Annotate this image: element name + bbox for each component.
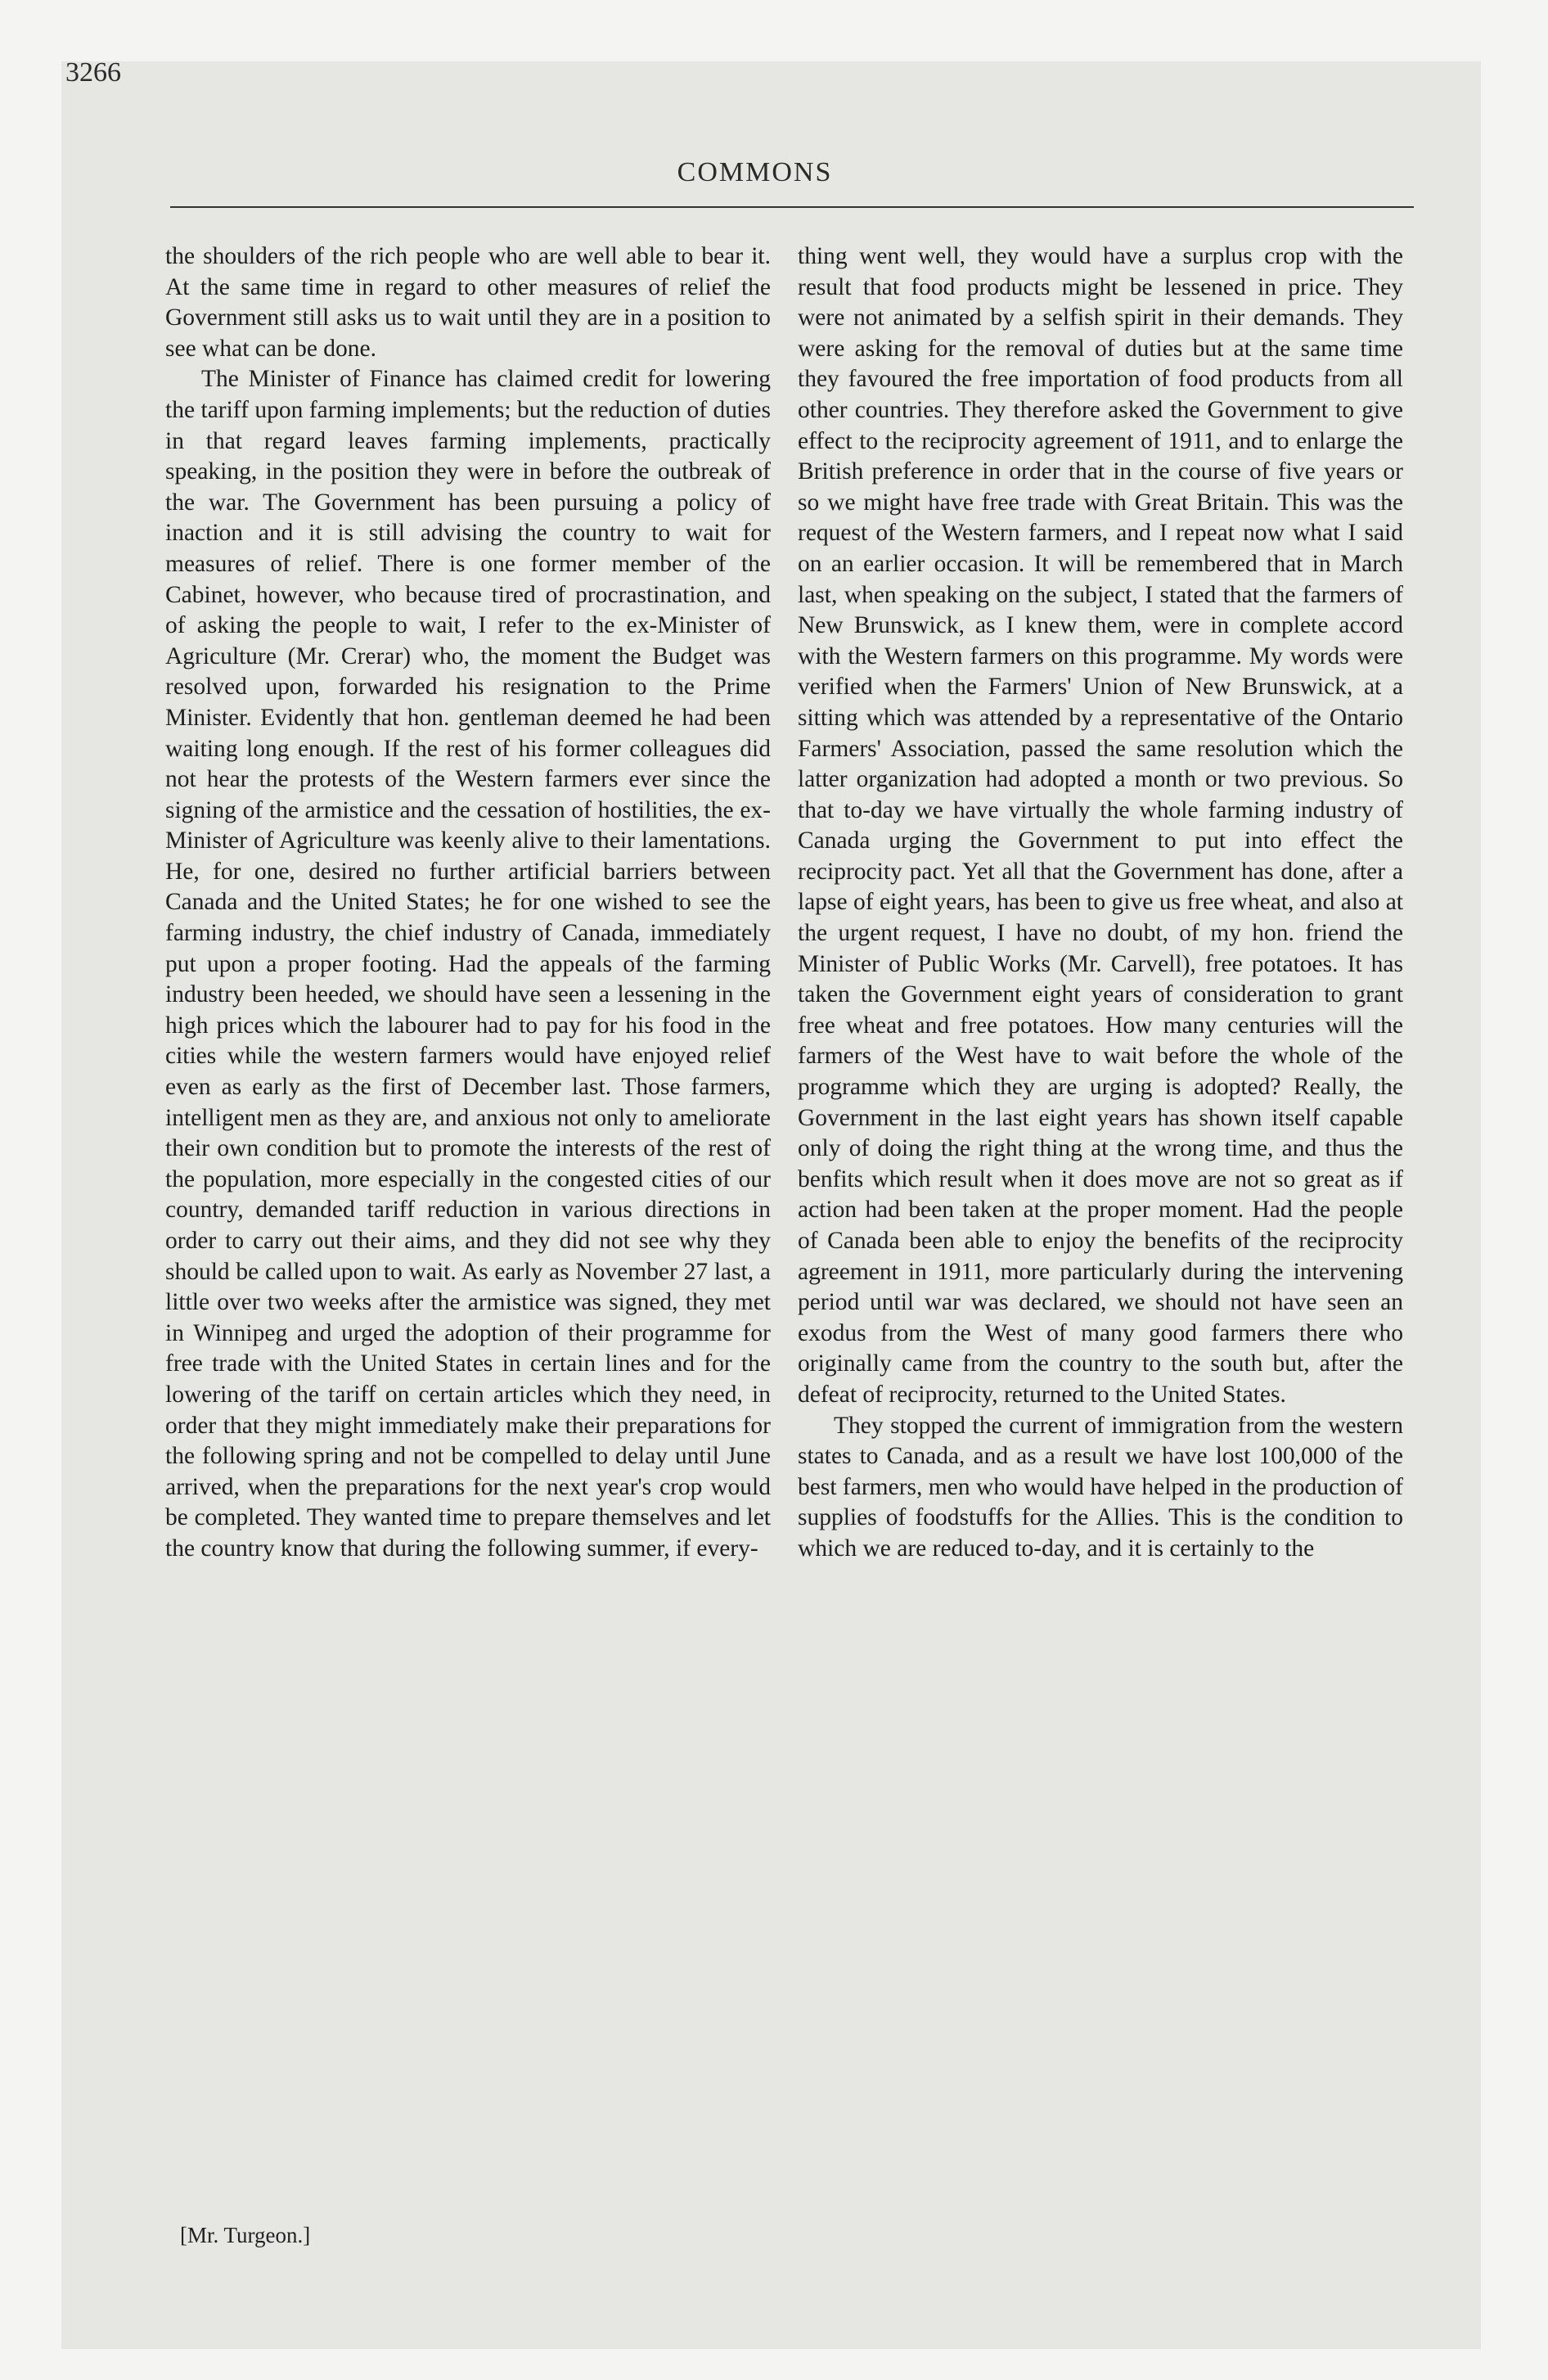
- running-head: COMMONS: [677, 157, 833, 187]
- right-column: [798, 241, 1403, 1565]
- page-number: 3266: [65, 57, 121, 88]
- left-column: [165, 241, 771, 1565]
- header: [106, 98, 1403, 187]
- paragraph: the shoulders of the rich people who are well able to bear it. At the same time in regard to other measures of relief the Government still asks us to wait until they are in a position to see what can be done.: [165, 243, 771, 362]
- header-rule: [170, 206, 1414, 208]
- paragraph: The Minister of Finance has claimed credit for lowering the tariff upon farming implements; but the reduction of duties in that regard leaves farming implements, practically speaking, in the position they were in before the outbreak of the war. The Government has been pursuing a policy of inaction and it is still advising the country to wait for measures of relief. There is one former member of the Cabinet, however, who because tired of procrastination, and of asking the people to wait, I refer to the ex-Minister of Agriculture (Mr. Crerar) who, the moment the Budget was resolved upon, forwarded his resignation to the Prime Minister. Evidently that hon. gentleman deemed he had been waiting long enough. If the rest of his former colleagues did not hear the protests of the Western farmers ever since the signing of the armistice and the cessation of hostilities, the ex-Minister of Agriculture was keenly alive to their lamentations. He, for one, desired no further artificial barriers between Canada and the United States; he for one wished to see the farming industry, the chief industry of Canada, immediately put upon a proper footing. Had the appeals of the farming industry been heeded, we should have seen a lessening in the high prices which the labourer had to pay for his food in the cities while the western farmers would have enjoyed relief even as early as the first of December last. Those farmers, intelligent men as they are, and anxious not only to ameliorate their own condition but to promote the interests of the rest of the population, more especially in the congested cities of our country, demanded tariff reduction in various directions in order to carry out their aims, and they did not see why they should be called upon to wait. As early as November 27 last, a little over two weeks after the armistice was signed, they met in Winnipeg and urged the adoption of their programme for free trade with the United States in certain lines and for the lowering of the tariff on certain articles which they need, in order that they might immediately make their preparations for the following spring and not be compelled to delay until June arrived, when the preparations for the next year's crop would be completed. They wanted time to prepare themselves and let the country know that during the following summer, if every-: [165, 366, 771, 1562]
- paragraph: They stopped the current of immigration from the western states to Canada, and as a result we have lost 100,000 of the best farmers, men who would have helped in the production of supplies of foodstuffs for the Allies. This is the condition to which we are reduced to-day, and it is certainly to the: [798, 1412, 1403, 1562]
- paragraph: thing went well, they would have a surplus crop with the result that food products might be lessened in price. They were not animated by a selfish spirit in their demands. They were asking for the removal of duties but at the same time they favoured the free importation of food products from all other countries. They therefore asked the Government to give effect to the reciprocity agreement of 1911, and to enlarge the British preference in order that in the course of five years or so we might have free trade with Great Britain. This was the request of the Western farmers, and I repeat now what I said on an earlier occasion. It will be remembered that in March last, when speaking on the subject, I stated that the farmers of New Brunswick, as I knew them, were in complete accord with the Western farmers on this programme. My words were verified when the Farmers' Union of New Brunswick, at a sitting which was attended by a representative of the Ontario Farmers' Association, passed the same resolution which the latter organization had adopted a month or two previous. So that to-day we have virtually the whole farming industry of Canada urging the Government to put into effect the reciprocity pact. Yet all that the Government has done, after a lapse of eight years, has been to give us free wheat, and also at the urgent request, I have no doubt, of my hon. friend the Minister of Public Works (Mr. Carvell), free potatoes. It has taken the Government eight years of consideration to grant free wheat and free potatoes. How many centuries will the farmers of the West have to wait before the whole of the programme which they are urging is adopted? Really, the Government in the last eight years has shown itself capable only of doing the right thing at the wrong time, and thus the benfits which result when it does move are not so great as if action had been taken at the proper moment. Had the people of Canada been able to enjoy the benefits of the reciprocity agreement in 1911, more particularly during the intervening period until war was declared, we should not have seen an exodus from the West of many good farmers there who originally came from the country to the south but, after the defeat of reciprocity, returned to the United States.: [798, 243, 1403, 1408]
- speaker-note: [Mr. Turgeon.]: [180, 2223, 311, 2247]
